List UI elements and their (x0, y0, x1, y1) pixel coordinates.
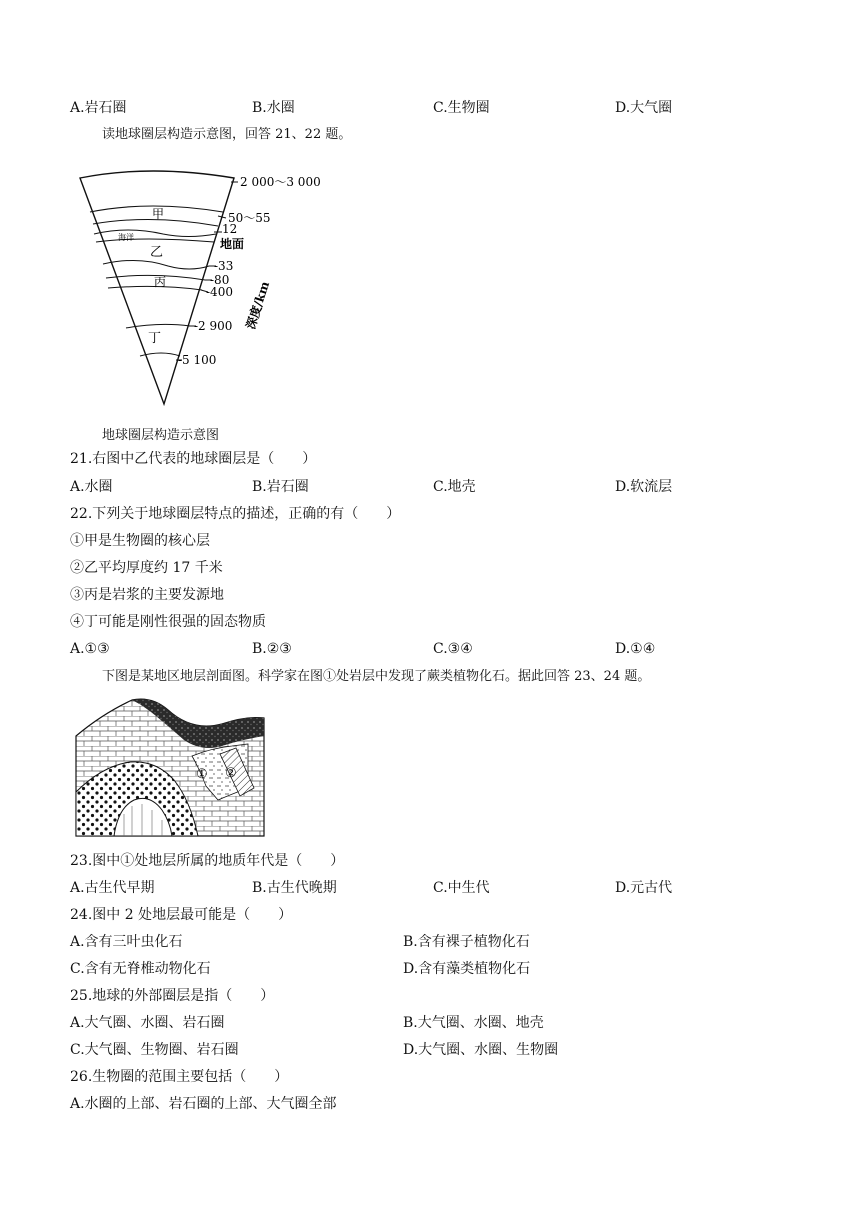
q26-option-a: A.水圈的上部、岩石圈的上部、大气圈全部 (70, 1096, 337, 1112)
depth-label-5100: -5 100 (178, 353, 217, 367)
q23-option-b: B.古生代晚期 (252, 880, 337, 896)
q25-option-a: A.大气圈、水圈、岩石圈 (70, 1015, 225, 1031)
q25-stem: 25.地球的外部圈层是指（ ） (70, 988, 275, 1004)
depth-label-top: 2 000～3 000 (240, 175, 321, 189)
figure1-caption: 地球圈层构造示意图 (102, 428, 220, 443)
layer-jia: 甲 (152, 207, 165, 221)
layer-bing: 丙 (154, 275, 167, 289)
intro-21-22: 读地球圈层构造示意图，回答 21、22 题。 (102, 127, 352, 142)
q24-option-b: B.含有裸子植物化石 (403, 934, 530, 950)
q23-option-d: D.元古代 (615, 880, 673, 896)
q25-option-c: C.大气圈、生物圈、岩石圈 (70, 1042, 239, 1058)
q24-option-a: A.含有三叶虫化石 (70, 934, 183, 950)
strata-section-figure (72, 696, 268, 838)
q20-option-c: C.生物圈 (433, 100, 490, 116)
q21-option-d: D.软流层 (615, 479, 673, 495)
q21-option-b: B.岩石圈 (252, 479, 309, 495)
depth-label-400: -400 (206, 285, 233, 299)
q22-option-b: B.②③ (252, 641, 292, 657)
q22-option-d: D.①④ (615, 641, 656, 657)
q21-option-a: A.水圈 (70, 479, 113, 495)
depth-label-50: 50～55 (228, 211, 271, 225)
marker-2: ② (225, 766, 237, 781)
q20-option-a: A.岩石圈 (70, 100, 127, 116)
depth-label-12: 12 (222, 222, 238, 236)
depth-label-80: -80 (210, 273, 230, 287)
q21-option-c: C.地壳 (433, 479, 476, 495)
layer-line-4 (96, 239, 214, 242)
q22-statement-4: ④丁可能是刚性很强的固态物质 (70, 614, 266, 630)
q25-option-b: B.大气圈、水圈、地壳 (403, 1015, 544, 1031)
q23-stem: 23.图中①处地层所属的地质年代是（ ） (70, 853, 345, 869)
layer-sea: 海洋 (118, 233, 134, 242)
q20-option-d: D.大气圈 (615, 100, 673, 116)
depth-label-33: -33 (214, 259, 234, 273)
q23-option-a: A.古生代早期 (70, 880, 155, 896)
layer-ding: 丁 (148, 331, 162, 346)
q22-statement-3: ③丙是岩浆的主要发源地 (70, 587, 224, 603)
q22-stem: 22.下列关于地球圈层特点的描述，正确的有（ ） (70, 506, 401, 522)
intro-23-24: 下图是某地区地层剖面图。科学家在图①处岩层中发现了蕨类植物化石。据此回答 23、24 题。 (102, 669, 651, 684)
q23-option-c: C.中生代 (433, 880, 490, 896)
layer-line-5 (103, 260, 209, 269)
axis-label: 深度/km (243, 279, 273, 331)
q24-option-d: D.含有藻类植物化石 (403, 961, 531, 977)
q26-stem: 26.生物圈的范围主要包括（ ） (70, 1069, 289, 1085)
q20-option-b: B.水圈 (252, 100, 295, 116)
q22-option-c: C.③④ (433, 641, 473, 657)
q24-option-c: C.含有无脊椎动物化石 (70, 961, 211, 977)
q22-statement-2: ②乙平均厚度约 17 千米 (70, 560, 223, 576)
q25-option-d: D.大气圈、水圈、生物圈 (403, 1042, 559, 1058)
q24-stem: 24.图中 2 处地层最可能是（ ） (70, 907, 293, 923)
layer-line-3 (94, 230, 216, 237)
q21-stem: 21.右图中乙代表的地球圈层是（ ） (70, 451, 317, 467)
marker-1: ① (196, 767, 208, 782)
q22-option-a: A.①③ (70, 641, 110, 657)
earth-layer-figure (68, 160, 328, 410)
q22-statement-1: ①甲是生物圈的核心层 (70, 533, 210, 549)
depth-label-2900: -2 900 (194, 319, 233, 333)
layer-yi: 乙 (150, 245, 164, 260)
ground-label: 地面 (220, 237, 245, 251)
